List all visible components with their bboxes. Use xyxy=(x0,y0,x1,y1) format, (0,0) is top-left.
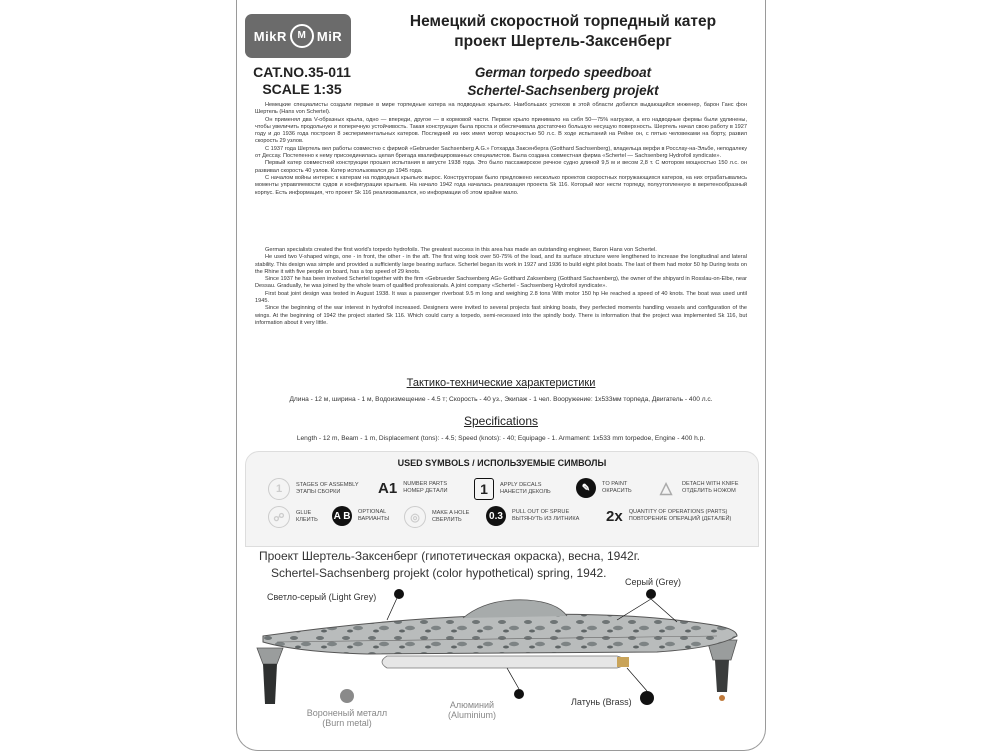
history-english: German specialists created the first world's torpedo hydrofoils. The greatest success in this area has made an outstanding engineer, Baron Hans von Schertel. He used two V-shaped wings, one - in front, the other - in the aft. The first wing took over 50-75% of the load, and its surface structure were lengthened to increase the longitudinal and lateral stability. This design was simple and provided a sufficiently large bearing surface. Schertel began its work in 1927 and 1936 to build eight pilot boats. The last of them had motor 50 hp During tests on the Rhine it with five people on board, has a top speed of 29 knots. Since 1937 he has been involved Schertel together with the firm «Gebrueder Sachsenberg AG» Gotthard Zaksenberg (Gotthard Sachsenberg), the owner of the shipyard in Rosslau-on-Elbe, near Dessau. Gradually, he was joined by the whole team of qualified professionals. A joint company «Schertel - Sachsenberg Hydrofoil syndicate». First boat joint design was tested in August 1938. It was a passenger riverboat 9.5 m long and weighing 2.8 tons With motor 150 hp He reached a speed of 40 knots. The boat was used until 1945. Since the beginning of the war interest in hydrofoil increased. Designers were invited to several projects fast sinking boats, they perfected moments handling vessels and configuration of the wings. At the beginning of 1942 the project started Sk 116. Which could carry a torpedo, semi-recessed into the spindly body. There is information that the project was implemented Sk 116, but information about it very little. xyxy=(255,247,747,326)
optional-ab-icon: A B xyxy=(332,506,352,526)
logo-emblem-icon: M xyxy=(290,24,314,48)
torpedo xyxy=(382,656,629,668)
brand-logo: MikR M MiR xyxy=(245,14,351,58)
painting-caption-russian: Проект Шертель-Заксенберг (гипотетическая окраска), весна, 1942г. xyxy=(259,549,640,563)
color-label-grey: Серый (Grey) xyxy=(625,577,682,587)
used-symbols-panel xyxy=(245,451,759,547)
scale: SCALE 1:35 xyxy=(262,81,342,97)
rear-foil-strut xyxy=(257,648,283,704)
knife-icon: △ xyxy=(659,480,673,497)
symbol-make-hole: ◎ MAKE A HOLE СВЕРЛИТЬ xyxy=(404,506,469,528)
cockpit-canopy xyxy=(463,600,567,618)
decal-icon: 1 xyxy=(474,478,494,500)
color-label-light-grey: Светло-серый (Light Grey) xyxy=(267,592,377,602)
grey-marker-icon xyxy=(646,589,656,599)
catalog-info xyxy=(243,64,361,98)
painting-caption-english: Schertel-Sachsenberg projekt (color hypothetical) spring, 1942. xyxy=(271,566,607,580)
title-english: German torpedo speedboat Schertel-Sachsenberg projekt xyxy=(467,65,659,98)
propeller-icon xyxy=(719,695,725,701)
paint-brush-icon: ✎ xyxy=(576,478,596,498)
color-label-aluminium: Алюминий (Aluminium) xyxy=(447,700,496,720)
history-russian: Немецкие специалисты создали первые в мире торпедные катера на подводных крыльях. Наибольших успехов в этой области добился выдающийся инженер, барон Ганс фон Шертель (Hans von Schertel). Он применял два V-образных крыла, одно — впереди, другое — в кормовой части. Первое крыло принимало на себя 50—75% нагрузки, а его надводные фермы были удлинены, чтобы увеличить продольную и поперечную устойчивость. Такая конструкция была проста и обеспечивала достаточно большую несущую поверхность. Шертель начал свою работу в 1927 году и до 1936 года построил 8 экспериментальных катеров. Последний из них имел мотор мощностью 50 л.с. В ходе испытаний на Рейне он, с пятью человеками на борту, развил скорость 29 узлов. С 1937 года Шертель вел работы совместно с фирмой «Gebrueder Sachsenberg A.G.» Готхарда Заксенберга (Gotthard Sachsenberg), владельца верфи в Росслау-на-Эльбе, неподалеку от Дессау. Постепенно к нему присоединилась целая бригада квалифицированных специалистов. Была создана совместная фирма «Schertel — Sachsenberg Hydrofoil syndicate». Первый катер совместной конструкции прошел испытания в августе 1938 года. Это было пассажирское речное судно длиной 9,5 м и весом 2,8 т. С мотором мощностью 150 л.с. он развивал скорость 40 узлов. Катер использовался до 1945 года. С началом войны интерес к катерам на подводных крыльях вырос. Конструкторам было предложено несколько проектов скоростных погружающихся катеров, на них отрабатывались моменты управляемости судов и конфигурации крыльев. На начало 1942 года началась реализация проекта Sk 116. Который мог нести торпеду, полуутопленную в веретенообразный корпус. Есть информация, что проект Sk 116 реализовывался, но информации об этом крайне мало. xyxy=(255,102,747,196)
symbols-title: USED SYMBOLS / ИСПОЛЬЗУЕМЫЕ СИМВОЛЫ xyxy=(397,458,607,468)
instruction-sheet xyxy=(236,0,766,751)
front-foil-strut xyxy=(707,640,737,701)
symbol-quantity: 2x QUANTITY OF OPERATIONS (PARTS) ПОВТОРЕНИЕ ОПЕРАЦИЙ (ДЕТАЛЕЙ) xyxy=(606,507,732,525)
aluminium-marker-icon xyxy=(514,689,524,699)
stage-number-icon: 1 xyxy=(268,478,290,500)
symbol-decals: 1 APPLY DECALS НАНЕСТИ ДЕКОЛЬ xyxy=(474,478,551,500)
specs-title-russian: Тактико-технические характеристики xyxy=(406,377,596,389)
drill-icon: ◎ xyxy=(404,506,426,528)
burn-metal-marker-icon xyxy=(340,689,354,703)
symbol-optional: A B OPTIONAL ВАРИАНТЫ xyxy=(332,506,389,526)
specs-text-russian: Длина - 12 м, ширина - 1 м, Водоизмещение - 4.5 т; Скорость - 40 уз., Экипаж - 1 чел. Вооружение: 1x533мм торпеда, Двигатель - 400 л.с. xyxy=(289,396,713,403)
color-label-burn-metal: Вороненый металл (Burn metal) xyxy=(306,708,388,728)
specs-text-english: Length - 12 m, Beam - 1 m, Displacement (tons): - 4.5; Speed (knots): - 40; Equipage - 1. Armament: 1x533 mm torpedoe, Engine - 400 h.p. xyxy=(296,435,706,442)
part-number-icon: A1 xyxy=(378,479,398,497)
light-grey-marker-icon xyxy=(394,589,404,599)
sprue-icon: 0.3 xyxy=(486,506,506,526)
symbol-stages: 1 STAGES OF ASSEMBLY ЭТАПЫ СБОРКИ xyxy=(268,478,359,500)
title-russian: Немецкий скоростной торпедный катер проект Шертель-Заксенберг xyxy=(409,13,717,50)
quantity-icon: 2x xyxy=(606,507,623,525)
hull xyxy=(263,600,737,654)
color-label-brass: Латунь (Brass) xyxy=(571,697,632,707)
glue-icon: ☍ xyxy=(268,506,290,528)
specs-title-english: Specifications xyxy=(463,414,539,428)
brass-marker-icon xyxy=(640,691,654,705)
symbol-glue: ☍ GLUE КЛЕИТЬ xyxy=(268,506,318,528)
symbol-number-parts: A1 NUMBER PARTS НОМЕР ДЕТАЛИ xyxy=(378,479,448,497)
catalog-number: CAT.NO.35-011 xyxy=(253,64,351,80)
symbol-paint: ✎ TO PAINT ОКРАСИТЬ xyxy=(576,478,632,498)
symbol-sprue: 0.3 PULL OUT OF SPRUE ВЫТЯНУТЬ ИЗ ЛИТНИКА xyxy=(486,506,579,526)
symbol-detach: △ DETACH WITH KNIFE ОТДЕЛИТЬ НОЖОМ xyxy=(656,478,738,498)
